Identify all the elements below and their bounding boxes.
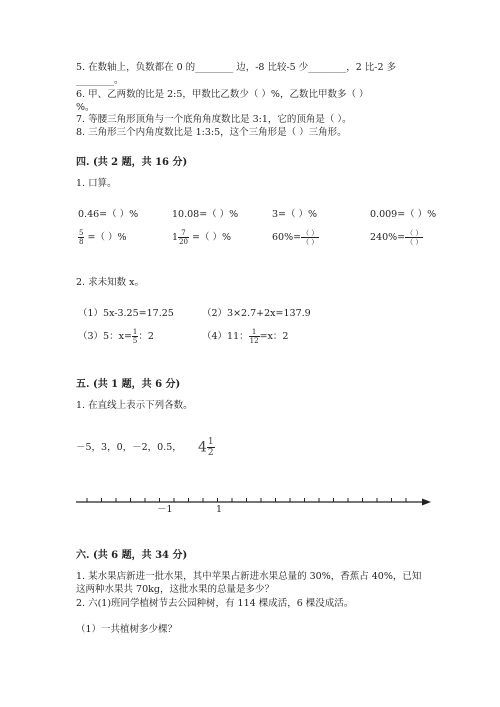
calc-item-5: $\frac{5}{8}$ =（ ）% [79,229,127,246]
question-6: 6. 甲、乙两数的比是 2:5，甲数比乙数少（ ）%，乙数比甲数多（ ） [76,89,369,100]
question-8: 8. 三角形三个内角度数比是 1:3:5，这个三角形是（ ）三角形。 [76,127,347,138]
section-6-heading: 六. (共 6 题，共 34 分) [76,550,188,561]
question-5-continued: ________。 [76,75,124,86]
question-5: 5. 在数轴上，负数都在 0 的________ 边，-8 比较-5 少________，2 比-2 多 [76,62,397,73]
calc-item-6: 1 $\frac{7}{20}$ =（ ）% [172,229,232,246]
fraction-blank-2: $\frac{( )}{( )}$ [406,229,423,246]
axis-label-negative-1: －1 [157,504,173,515]
fraction-blank-1: $\frac{( )}{( )}$ [302,229,319,246]
question-7: 7. 等腰三角形顶角与一个底角角度数比是 3:1，它的顶角是（ ）。 [76,114,352,125]
calc-item-3: 3=（ ）% [272,209,318,220]
fraction-5-8: $\frac{5}{8}$ [79,229,84,246]
equation-4: （4）11： $\frac{1}{12}$ =x：2 [202,328,289,345]
mixed-number-4-1-2: 4 $\frac{1}{2}$ [198,437,214,458]
section-6-question-2-part-1: （1）一共植树多少棵？ [76,624,178,635]
calc-item-2: 10.08=（ ）% [172,209,239,220]
calc-item-1: 0.46=（ ）% [78,209,139,220]
axis-label-positive-1: 1 [216,504,223,515]
fraction-7-20: $\frac{7}{20}$ [179,229,188,246]
numbers-to-plot: －5，3，0，－2，0.5， [76,442,182,453]
equation-1: （1）5x-3.25=17.25 [78,308,174,319]
section-6-question-1-continued: 这两种水果共 70kg，这批水果的总量是多少？ [76,584,274,595]
equation-3: （3）5：x= $\frac{1}{5}$ ：2 [78,328,154,345]
equation-2: （2）3×2.7+2x=137.9 [202,308,311,319]
section-6-question-2: 2. 六(1)班同学植树节去公园种树，有 114 棵成活，6 棵没成活。 [76,598,354,609]
section-4-heading: 四. (共 2 题，共 16 分) [76,157,188,168]
section-6-question-1: 1. 某水果店新进一批水果，其中苹果占新进水果总量的 30%，香蕉占 40%，已知 [76,571,422,582]
calc-item-8: 240%= $\frac{( )}{( )}$ [370,229,423,246]
question-6-continued: %。 [76,102,95,113]
calc-item-4: 0.009=（ ）% [370,209,437,220]
section-4-question-2: 2. 求未知数 x。 [76,277,144,288]
calc-item-7: 60%= $\frac{( )}{( )}$ [272,229,319,246]
fraction-1-5: $\frac{1}{5}$ [132,328,138,345]
number-line-arrow-icon [422,499,431,506]
section-5-question-1: 1. 在直线上表示下列各数。 [76,400,193,411]
fraction-1-12: $\frac{1}{12}$ [249,328,259,345]
section-5-heading: 五. (共 1 题，共 6 分) [76,379,181,390]
section-4-question-1: 1. 口算。 [76,178,117,189]
